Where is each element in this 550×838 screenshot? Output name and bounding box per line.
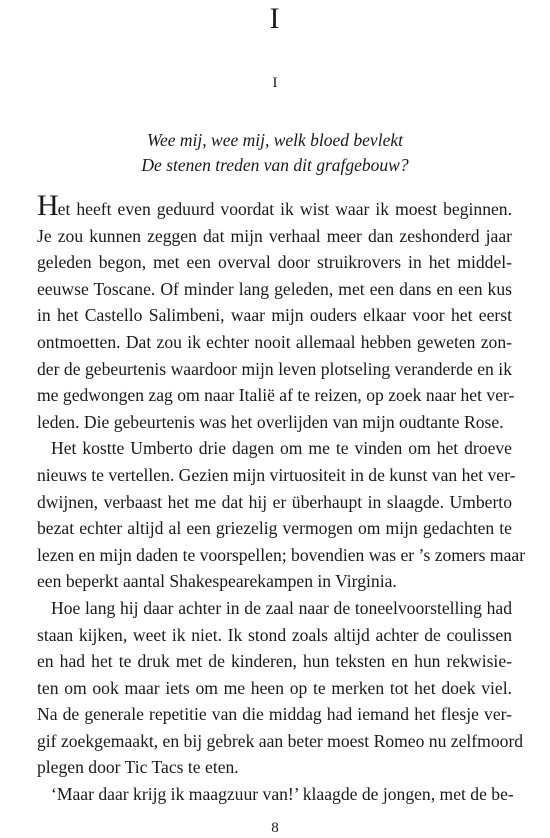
epigraph (0, 128, 550, 178)
body-text (37, 189, 526, 808)
epigraph-line: Wee mij, wee mij, welk bloed bevlekt (147, 130, 403, 150)
body-line: Hoe lang hij daar achter in de zaal naar de toneelvoorstelling had (51, 597, 512, 618)
body-line: dwijnen, verbaast het me dat hij er überhaupt in slaagde. Umberto (37, 491, 512, 512)
body-line: me gedwongen zag om naar Italië af te reizen, op zoek naar het ver- (37, 385, 515, 406)
drop-cap: H (37, 189, 58, 222)
body-line: geleden begon, met een overval door struikrovers in het middel- (37, 252, 512, 273)
body-line: bezat echter altijd al een griezelig vermogen om mijn gedachten te (37, 518, 512, 539)
chapter-numeral: I (272, 75, 278, 91)
body-line: ‘Maar daar krijg ik maagzuur van!’ klaagde de jongen, met de be- (51, 784, 514, 805)
body-line: ontmoetten. Dat zou ik echter nooit allemaal hebben geweten zon- (37, 331, 512, 352)
page-number: 8 (271, 820, 279, 836)
body-line: Na de generale repetitie van die middag had iemand het flesje ver- (37, 704, 512, 725)
body-line: nieuws te vertellen. Gezien mijn virtuositeit in de kunst van het ver- (37, 464, 516, 485)
body-line: leden. Die gebeurtenis was het overlijden van mijn oudtante Rose. (37, 411, 504, 432)
body-line: in het Castello Salimbeni, waar mijn ouders elkaar voor het eerst (37, 305, 512, 326)
body-line: lezen en mijn daden te voorspellen; bovendien was er ’s zomers maar (37, 544, 526, 565)
body-line: Je zou kunnen zeggen dat mijn verhaal meer dan zeshonderd jaar (37, 225, 512, 246)
part-numeral: I (269, 2, 281, 35)
body-line: een beperkt aantal Shakespearekampen in Virginia. (37, 571, 397, 592)
body-line: en had het te druk met de kinderen, hun teksten en hun rekwisie- (37, 651, 512, 672)
epigraph-line: De stenen treden van dit grafgebouw? (141, 155, 409, 175)
body-line: der de gebeurtenis waardoor mijn leven plotseling veranderde en ik (37, 358, 512, 379)
body-line: eeuwse Toscane. Of minder lang geleden, met een dans en een kus (37, 278, 512, 299)
body-line: gif zoekgemaakt, en bij gebrek aan beter moest Romeo nu zelfmoord (37, 730, 524, 751)
body-line: staan kijken, weet ik niet. Ik stond zoals altijd achter de coulissen (37, 624, 512, 645)
body-line-text: et heeft even geduurd voordat ik wist waar ik moest beginnen. (57, 199, 512, 219)
body-line (37, 189, 512, 223)
body-line: ten om ook maar iets om me heen op te merken tot het doek viel. (37, 677, 512, 698)
body-line: Het kostte Umberto drie dagen om me te vinden om het droeve (51, 438, 512, 459)
body-line: plegen door Tic Tacs te eten. (37, 757, 239, 778)
